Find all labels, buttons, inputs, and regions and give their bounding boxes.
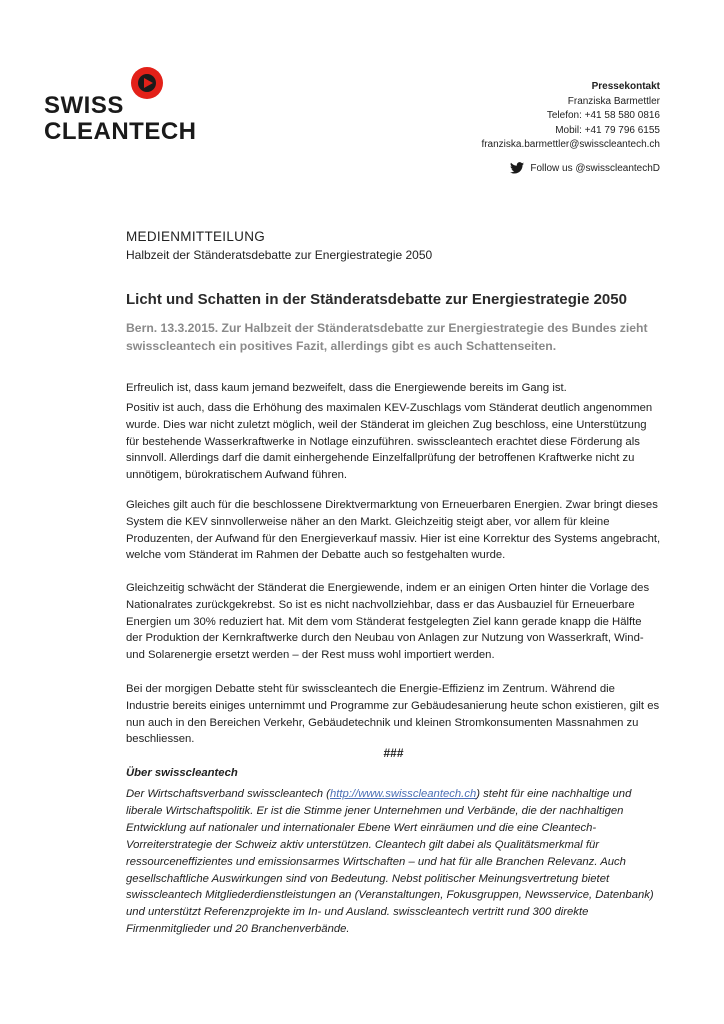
body-paragraph-5: Bei der morgigen Debatte steht für swisscleantech die Energie-Effizienz im Zentrum. Während die Industrie bereits einiges unternimmt und Programme zur Gebäudesanierung heute schon existieren, gilt es nun auch in den Bereichen Verkehr, Gebäudetechnik und kleinen Stromkonsumenten Massnahmen zu beschliessen.	[126, 683, 660, 746]
twitter-bird-icon	[510, 162, 524, 174]
logo-text-line2: CLEANTECH	[44, 118, 197, 145]
contact-email[interactable]: franziska.barmettler@swisscleantech.ch	[481, 139, 660, 150]
website-link[interactable]: http://www.swisscleantech.ch	[329, 788, 477, 800]
body-paragraph-1: Erfreulich ist, dass kaum jemand bezweifelt, dass die Energiewende bereits im Gang ist.	[126, 382, 567, 394]
headline: Licht und Schatten in der Ständeratsdebatte zur Energiestrategie 2050	[126, 291, 627, 308]
document-type: MEDIENMITTEILUNG	[126, 229, 266, 244]
play-circle-icon	[130, 66, 164, 100]
twitter-handle: Follow us @swisscleantechD	[530, 162, 660, 174]
body-paragraph-2: Positiv ist auch, dass die Erhöhung des maximalen KEV-Zuschlags vom Ständerat deutlich angenommen wurde. Dies war nicht zuletzt möglich, weil der Ständerat im gleichen Zug beschloss, eine Unterstützung für bestehende Wasserkraftwerke in Notlage einzuführen. swisscleantech erachtet diese Förderung als sinnvoll. Allerdings darf die damit einhergehende Einzelfallprüfung der betroffenen Kraftwerke nicht zu unnötigem, bürokratischem Aufwand führen.	[126, 402, 653, 482]
lead-paragraph: Bern. 13.3.2015. Zur Halbzeit der Ständeratsdebatte zur Energiestrategie des Bundes zieht swisscleantech ein positives Fazit, allerdings gibt es auch Schattenseiten.	[126, 321, 648, 353]
logo-text-line1: SWISS	[44, 92, 124, 119]
contact-phone: Telefon: +41 58 580 0816	[546, 110, 660, 121]
contact-name: Franziska Barmettler	[567, 95, 660, 107]
press-contact	[481, 80, 660, 153]
twitter-follow[interactable]	[510, 162, 660, 174]
body-paragraph-4: Gleichzeitig schwächt der Ständerat die Energiewende, indem er an einigen Orten hinter die Vorlage des Nationalrates zurückgekrebst. So ist es nicht nachvollziehbar, dass er das Ausbauziel für Erneuerbare Energien um 30% reduziert hat. Mit dem vom Ständerat festgelegten Ziel kann gerade knapp die Hälfte der Produktion der Kernkraftwerke durch den Neubau von Anlagen zur Nutzung von Wasserkraft, Wind- und Solarenergie ersetzt werden – der Rest muss wohl importiert werden.	[126, 582, 650, 662]
body-paragraph-3: Gleiches gilt auch für die beschlossene Direktvermarktung von Erneuerbaren Energien. Zwar bringt dieses System die KEV sinnvollerweise näher an den Markt. Gleichzeitig steigt aber, vor allem für kleine Produzenten, der Aufwand für den Energieverkauf massiv. Hier ist eine Korrektur des Systems angebracht, welche vom Ständerat im Rahmen der Debatte auch so festgehalten wurde.	[126, 499, 661, 562]
company-logo	[44, 66, 197, 146]
about-paragraph	[126, 786, 661, 938]
section-separator: ###	[383, 746, 404, 760]
about-text-start: Der Wirtschaftsverband swisscleantech (	[126, 788, 330, 800]
about-title: Über swisscleantech	[126, 767, 238, 779]
contact-title: Pressekontakt	[591, 81, 660, 92]
about-text-rest: ) steht für eine nachhaltige und liberale Wirtschaftspolitik. Er ist die Stimme jener Unternehmen und Verbände, die der nachhaltigen Entwicklung auf nationaler und internationaler Ebene Wert einräumen und die eine Cleantech-Vorreiterstrategie der Schweiz aktiv unterstützen. Cleantech gilt dabei als Qualitätsmerkmal für ressourceneffizientes und emissionsarmes Wirtschaften – und hat für alle Branchen Relevanz. Auch gesellschaftliche Auswirkungen sind von Bedeutung. Nebst politischer Meinungsvertretung bietet swisscleantech Mitgliederdienstleistungen an (Veranstaltungen, Fokusgruppen, Newsservice, Datenbank) und unterstützt Referenzprojekte im In- und Ausland. swisscleantech vertritt rund 300 direkte Firmenmitglieder und 20 Branchenverbände.	[126, 788, 654, 936]
contact-mobile: Mobil: +41 79 796 6155	[555, 124, 660, 136]
document-subtitle: Halbzeit der Ständeratsdebatte zur Energiestrategie 2050	[126, 248, 433, 262]
